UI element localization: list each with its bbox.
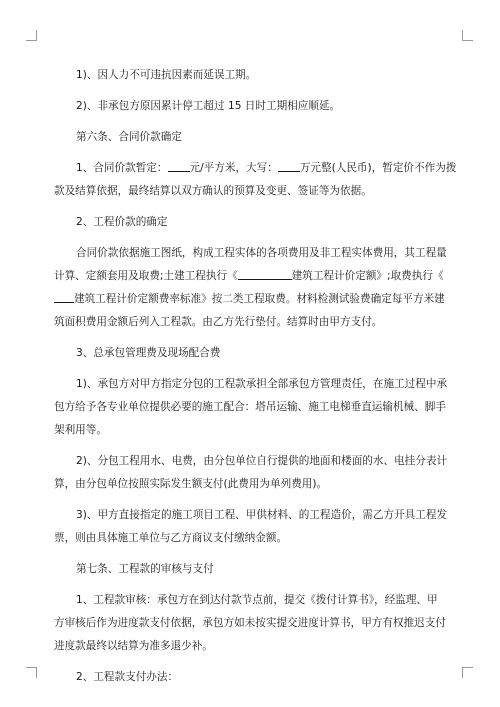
text-fragment: 计算、定额套用及取费;土建工程执行《 (54, 270, 238, 282)
heading-text: 3、总承包管理费及现场配合费 (76, 347, 221, 359)
paragraph-contract-price (54, 157, 457, 203)
text-line: 1、工程款审核：承包方在到达付款节点前，提交《拨付计算书》，经监理、甲 (76, 594, 438, 606)
section-heading-article-6 (76, 126, 436, 149)
text-fragment: 元/平方米，大写： (189, 162, 278, 174)
heading-text: 2、工程价款的确定 (76, 216, 168, 228)
heading-text: 第七条、工程款的审核与支付 (76, 563, 214, 575)
paragraph-designated-items (54, 504, 448, 550)
paragraph-delay-force-majeure (76, 64, 436, 87)
text-line (54, 288, 445, 311)
subheading-management-fee (76, 342, 436, 365)
text-line: 方审核后作为进度款支付依据，承包方如未按实提交进度计算书，甲方有权推迟支付 (54, 617, 446, 629)
text-fragment: 1、合同价款暂定： (76, 162, 168, 174)
paragraph-payment-review (54, 589, 446, 658)
text-line: 1)、因人力不可违抗因素而延误工期。 (76, 69, 257, 81)
text-fragment: 建筑工程计价定额》;取费执行《 (291, 270, 444, 282)
text-line: 1)、承包方对甲方指定分包的工程款承担全部承包方管理责任，在施工过程中承 (76, 378, 448, 390)
crop-mark-top-left (26, 30, 37, 41)
text-line: 筑面积费用金额后列入工程款。由乙方先行垫付。结算时由甲方支付。 (54, 316, 383, 328)
text-line: 2)、非承包方原因累计停工超过 15 日时工期相应顺延。 (76, 100, 341, 112)
text-line: 进度款最终以结算为准多退少补。 (54, 640, 213, 652)
text-line: 2)、分包工程用水、电费，由分包单位自行提供的地面和楼面的水、电挂分表计 (76, 455, 448, 467)
subheading-payment-method (76, 666, 436, 689)
crop-mark-bottom-right (462, 667, 473, 678)
text-line: 合同价款依据施工图纸，构成工程实体的各项费用及非工程实体费用，其工程量 (76, 247, 447, 259)
blank-field-unit-price (168, 160, 190, 172)
crop-mark-bottom-left (26, 667, 37, 678)
blank-field-amount-words (278, 160, 300, 172)
subheading-price-determination (76, 211, 436, 234)
paragraph-delay-non-contractor (76, 95, 436, 118)
blank-field-rate-standard (54, 291, 74, 303)
heading-text: 第六条、合同价款确定 (76, 131, 182, 143)
text-line: 架利用等。 (54, 424, 107, 436)
text-line (76, 157, 457, 180)
document-page (54, 64, 457, 697)
text-fragment: 万元整(人民币)，暂定价不作为拨 (299, 162, 457, 174)
paragraph-price-basis (54, 242, 447, 334)
text-line: 算，由分包单位按照实际发生额支付(此费用为单列费用)。 (54, 478, 328, 490)
text-line (54, 265, 444, 288)
blank-field-quota-name (238, 268, 292, 280)
text-fragment: 建筑工程计价定额费率标准》按二类工程取费。材料检测试验费确定每平方米建 (74, 293, 445, 305)
text-line: 票，则由具体施工单位与乙方商议支付缴纳金额。 (54, 532, 288, 544)
crop-mark-top-right (462, 30, 473, 41)
text-line: 款及结算依据，最终结算以双方确认的预算及变更、签证等为依据。 (54, 185, 372, 197)
text-line: 包方给予各专业单位提供必要的施工配合：塔吊运输、施工电梯垂直运输机械、脚手 (54, 401, 446, 413)
heading-text: 2、工程款支付办法： (76, 671, 179, 683)
paragraph-utilities (54, 450, 448, 496)
text-line: 3)、甲方直接指定的施工项目工程、甲供材料、的工程造价，需乙方开具工程发 (76, 509, 448, 521)
paragraph-subcontract-management (54, 373, 448, 442)
section-heading-article-7 (76, 558, 436, 581)
